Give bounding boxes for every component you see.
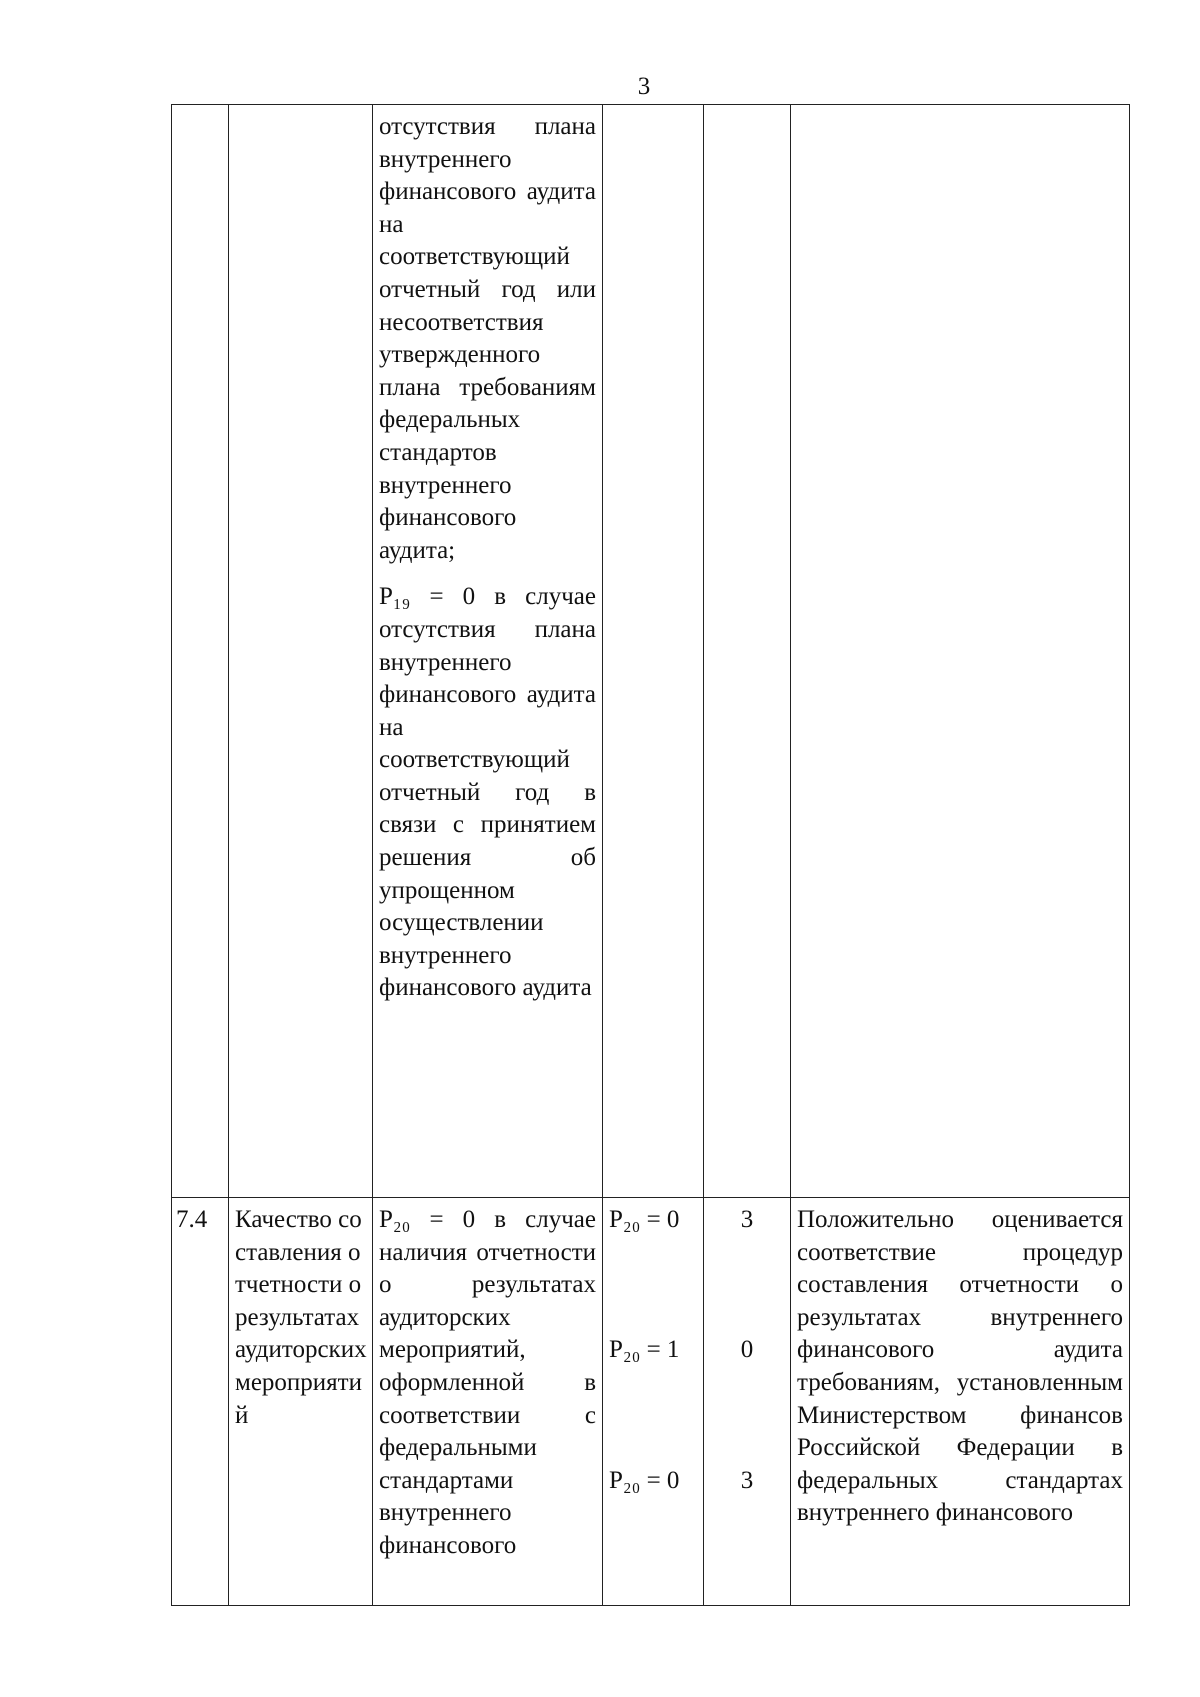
indicator-table	[171, 104, 1130, 1606]
score-value: 3	[740, 1206, 754, 1233]
cell-value	[603, 105, 704, 1198]
score-value: 0	[740, 1336, 754, 1364]
score-value: 3	[740, 1466, 754, 1494]
cell-note	[791, 105, 1130, 1198]
cell-value	[603, 1198, 704, 1606]
page-number: 3	[637, 73, 651, 100]
cell-number	[172, 105, 229, 1198]
table-row-continued	[172, 105, 1130, 1198]
cell-description	[373, 105, 603, 1198]
value-formula: P₂₀ = 0	[609, 1466, 680, 1494]
cell-indicator-name	[229, 105, 373, 1198]
cell-description: P₂₀ = 0 в случае наличия отчетности о результатах аудиторских мероприятий, оформленной в соответствии с федеральными стандартами внутреннего финансового	[373, 1198, 603, 1606]
description-paragraph: отсутствия плана внутреннего финансового аудита на соответствующий отчетный год или несоответствия утвержденного плана требованиям федеральных стандартов внутреннего финансового аудита;	[379, 113, 596, 564]
value-formula: P₂₀ = 0	[609, 1206, 680, 1233]
cell-score	[704, 105, 791, 1198]
cell-note: Положительно оценивается соответствие процедур составления отчетности о результатах внутреннего финансового аудита требованиям, установленным Министерством финансов Российской Федерации в федеральных стандартах внутреннего финансового	[791, 1198, 1130, 1606]
table-row-7-4	[172, 1198, 1130, 1606]
value-formula: P₂₀ = 1	[609, 1336, 680, 1364]
cell-indicator-name: Качество составления отчетности о результатах аудиторских мероприятий	[229, 1198, 373, 1606]
cell-number: 7.4	[172, 1198, 229, 1606]
description-paragraph: P₁₉ = 0 в случае отсутствия плана внутреннего финансового аудита на соответствующий отчетный год в связи с принятием решения об упрощенном осуществлении внутреннего финансового аудита	[379, 583, 596, 1002]
cell-score	[704, 1198, 791, 1606]
